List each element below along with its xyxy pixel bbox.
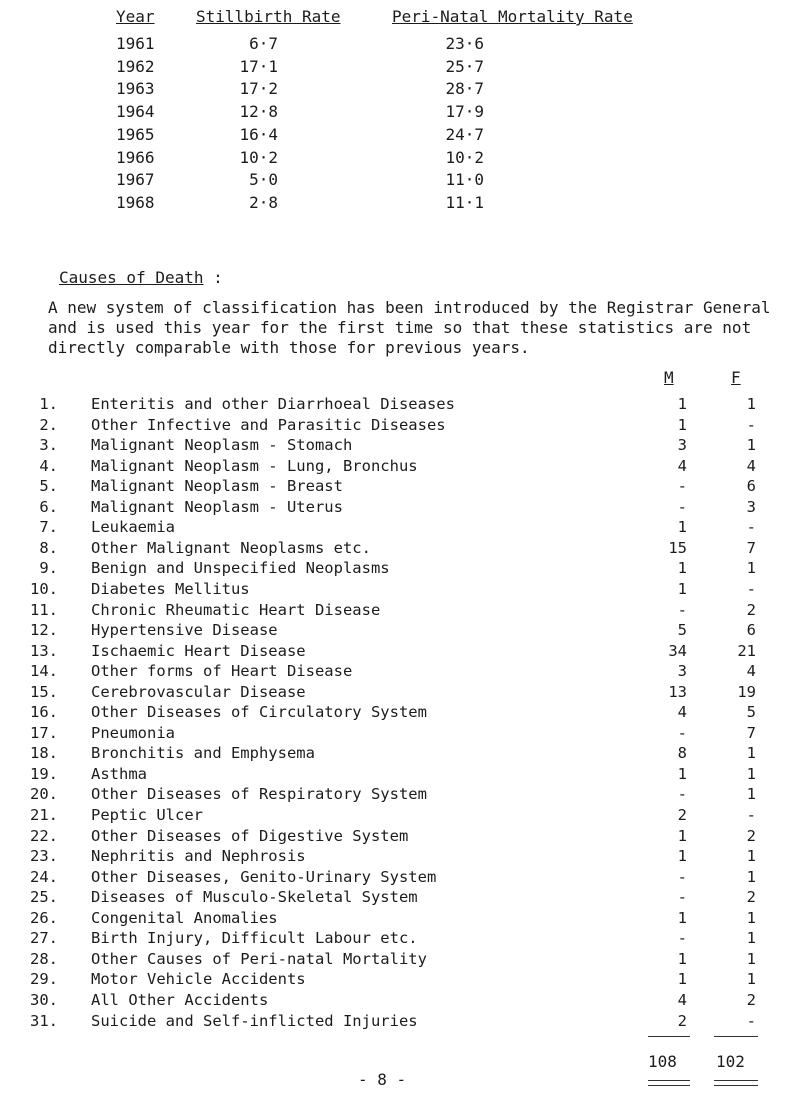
cause-female-count: 2 [746,888,756,907]
cause-female-count: 1 [746,559,756,578]
cause-name: Other Diseases of Digestive System [91,826,409,845]
cause-name: Other Diseases of Circulatory System [91,703,427,722]
cause-female-count: - [746,415,756,434]
cause-male-count: 1 [677,847,687,866]
rate-cell-stillbirth: 12·8 [239,102,278,122]
cause-female-count: 1 [746,908,756,927]
cause-male-count: 4 [677,703,687,722]
rate-cell-stillbirth: 2·8 [249,192,278,212]
cause-number: 10. [30,579,58,598]
cause-number: 9. [39,559,58,578]
cause-male-count: - [677,477,687,496]
cause-name: Cerebrovascular Disease [91,682,306,701]
cause-female-count: 6 [746,477,756,496]
double-rule-m [648,1080,690,1086]
cause-name: All Other Accidents [91,990,269,1009]
cause-male-count: 15 [668,538,687,557]
cause-name: Other Infective and Parasitic Diseases [91,415,446,434]
cause-female-count: 1 [746,867,756,886]
cause-number: 16. [30,703,58,722]
cause-number: 27. [30,929,58,948]
cause-male-count: 1 [677,395,687,413]
cause-female-count: 5 [746,703,756,722]
cause-number: 11. [30,600,58,619]
cause-name: Diabetes Mellitus [91,579,250,598]
rate-cell-perinatal: 10·2 [445,147,484,167]
cause-number: 6. [39,497,58,516]
cause-female-count: - [746,518,756,537]
cause-number: 30. [30,990,58,1009]
cause-female-count: 1 [746,847,756,866]
causes-heading-text: Causes of Death [59,268,204,287]
cause-name: Malignant Neoplasm - Lung, Bronchus [91,456,418,475]
causes-heading [59,268,223,287]
cause-number: 13. [30,641,58,660]
rate-cell-perinatal: 25·7 [445,56,484,76]
cause-female-count: 1 [746,785,756,804]
cause-male-count: 3 [677,662,687,681]
cause-female-count: 3 [746,497,756,516]
cause-male-count: 1 [677,518,687,537]
cause-male-count: 8 [677,744,687,763]
cause-name: Other Causes of Peri-natal Mortality [91,949,427,968]
rate-cell-year: 1961 [116,34,155,53]
cause-number: 5. [39,477,58,496]
cause-number: 2. [39,415,58,434]
cause-name: Ischaemic Heart Disease [91,641,306,660]
cause-male-count: 4 [677,456,687,475]
cause-name: Other Diseases, Genito-Urinary System [91,867,437,886]
cause-male-count: - [677,929,687,948]
total-rule-f [714,1036,758,1037]
rate-cell-stillbirth: 16·4 [239,124,278,144]
rate-cell-year: 1965 [116,124,155,144]
cause-name: Other Diseases of Respiratory System [91,785,427,804]
rate-cell-year: 1964 [116,102,155,122]
cause-number: 3. [39,436,58,455]
rate-cell-perinatal: 11·1 [445,192,484,212]
cause-number: 28. [30,949,58,968]
cause-number: 12. [30,621,58,640]
cause-name: Nephritis and Nephrosis [91,847,306,866]
cause-number: 19. [30,764,58,783]
cause-number: 14. [30,662,58,681]
cause-male-count: 1 [677,559,687,578]
cause-name: Enteritis and other Diarrhoeal Diseases [91,395,455,413]
cause-male-count: - [677,497,687,516]
rate-cell-perinatal: 24·7 [445,124,484,144]
cause-name: Motor Vehicle Accidents [91,970,306,989]
cause-male-count: 2 [677,806,687,824]
cause-male-count: 4 [677,990,687,1009]
rate-cell-year: 1963 [116,79,155,99]
cause-name: Suicide and Self-inflicted Injuries [91,1011,418,1030]
cause-number: 7. [39,518,58,537]
female-column-header: F [731,368,741,387]
cause-male-count: - [677,867,687,886]
cause-name: Leukaemia [91,518,175,537]
cause-name: Malignant Neoplasm - Uterus [91,497,343,516]
cause-number: 29. [30,970,58,989]
cause-number: 21. [30,806,58,824]
cause-number: 17. [30,723,58,742]
cause-female-count: 2 [746,990,756,1009]
rate-cell-perinatal: 28·7 [445,79,484,99]
cause-female-count: 6 [746,621,756,640]
cause-male-count: 1 [677,826,687,845]
cause-number: 18. [30,744,58,763]
year-header: Year [116,7,155,26]
perinatal-mortality-rate-header: Peri-Natal Mortality Rate [392,7,633,26]
rate-cell-year: 1967 [116,170,155,190]
cause-name: Hypertensive Disease [91,621,278,640]
cause-name: Malignant Neoplasm - Breast [91,477,343,496]
cause-name: Asthma [91,764,147,783]
cause-name: Pneumonia [91,723,175,742]
rate-cell-perinatal: 17·9 [445,102,484,122]
cause-female-count: 2 [746,826,756,845]
cause-female-count: 1 [746,395,756,413]
cause-name: Other Malignant Neoplasms etc. [91,538,371,557]
cause-name: Malignant Neoplasm - Stomach [91,436,353,455]
cause-female-count: 4 [746,662,756,681]
cause-female-count: 1 [746,929,756,948]
rate-cell-year: 1962 [116,56,155,76]
cause-female-count: 1 [746,764,756,783]
stillbirth-rate-header: Stillbirth Rate [196,7,341,26]
cause-male-count: - [677,888,687,907]
cause-row [0,1012,800,1036]
cause-female-count: 4 [746,456,756,475]
cause-female-count: 1 [746,970,756,989]
rate-cell-perinatal: 23·6 [445,34,484,53]
cause-female-count: 19 [737,682,756,701]
cause-name: Benign and Unspecified Neoplasms [91,559,390,578]
double-rule-f [714,1080,758,1086]
cause-name: Bronchitis and Emphysema [91,744,315,763]
page-number: - 8 - [358,1070,407,1089]
total-female: 102 [716,1052,745,1071]
cause-female-count: - [746,579,756,598]
cause-female-count: 7 [746,538,756,557]
causes-heading-colon: : [213,268,223,287]
cause-name: Other forms of Heart Disease [91,662,353,681]
cause-number: 26. [30,908,58,927]
cause-male-count: 1 [677,970,687,989]
cause-male-count: - [677,785,687,804]
rate-cell-stillbirth: 17·1 [239,56,278,76]
total-rule-m [648,1036,690,1037]
rate-cell-year: 1966 [116,147,155,167]
cause-male-count: 1 [677,949,687,968]
cause-number: 25. [30,888,58,907]
cause-female-count: - [746,806,756,824]
cause-number: 4. [39,456,58,475]
total-male: 108 [648,1052,677,1071]
cause-number: 15. [30,682,58,701]
cause-male-count: - [677,723,687,742]
rate-cell-stillbirth: 6·7 [249,34,278,53]
cause-female-count: 1 [746,436,756,455]
cause-female-count: 7 [746,723,756,742]
cause-male-count: 13 [668,682,687,701]
rate-cell-perinatal: 11·0 [445,170,484,190]
cause-male-count: 5 [677,621,687,640]
cause-male-count: - [677,600,687,619]
cause-male-count: 2 [677,1011,687,1030]
cause-male-count: 1 [677,415,687,434]
cause-male-count: 3 [677,436,687,455]
cause-male-count: 1 [677,908,687,927]
cause-female-count: 1 [746,744,756,763]
cause-number: 23. [30,847,58,866]
cause-number: 8. [39,538,58,557]
cause-name: Peptic Ulcer [91,806,203,824]
rate-cell-stillbirth: 10·2 [239,147,278,167]
cause-female-count: 2 [746,600,756,619]
classification-note: A new system of classification has been introduced by the Registrar General and is used this year for the first time so that these statistics are not directly comparable with those for previous years. [48,298,771,357]
cause-name: Diseases of Musculo-Skeletal System [91,888,418,907]
cause-number: 22. [30,826,58,845]
rate-cell-year: 1968 [116,192,155,212]
cause-number: 31. [30,1011,58,1030]
cause-female-count: 21 [737,641,756,660]
cause-male-count: 1 [677,579,687,598]
cause-number: 24. [30,867,58,886]
cause-male-count: 34 [668,641,687,660]
rate-cell-stillbirth: 17·2 [239,79,278,99]
cause-name: Congenital Anomalies [91,908,278,927]
cause-name: Chronic Rheumatic Heart Disease [91,600,381,619]
cause-number: 1. [39,395,58,413]
cause-male-count: 1 [677,764,687,783]
male-column-header: M [664,368,674,387]
rate-cell-stillbirth: 5·0 [249,170,278,190]
cause-female-count: - [746,1011,756,1030]
cause-name: Birth Injury, Difficult Labour etc. [91,929,418,948]
cause-number: 20. [30,785,58,804]
cause-female-count: 1 [746,949,756,968]
